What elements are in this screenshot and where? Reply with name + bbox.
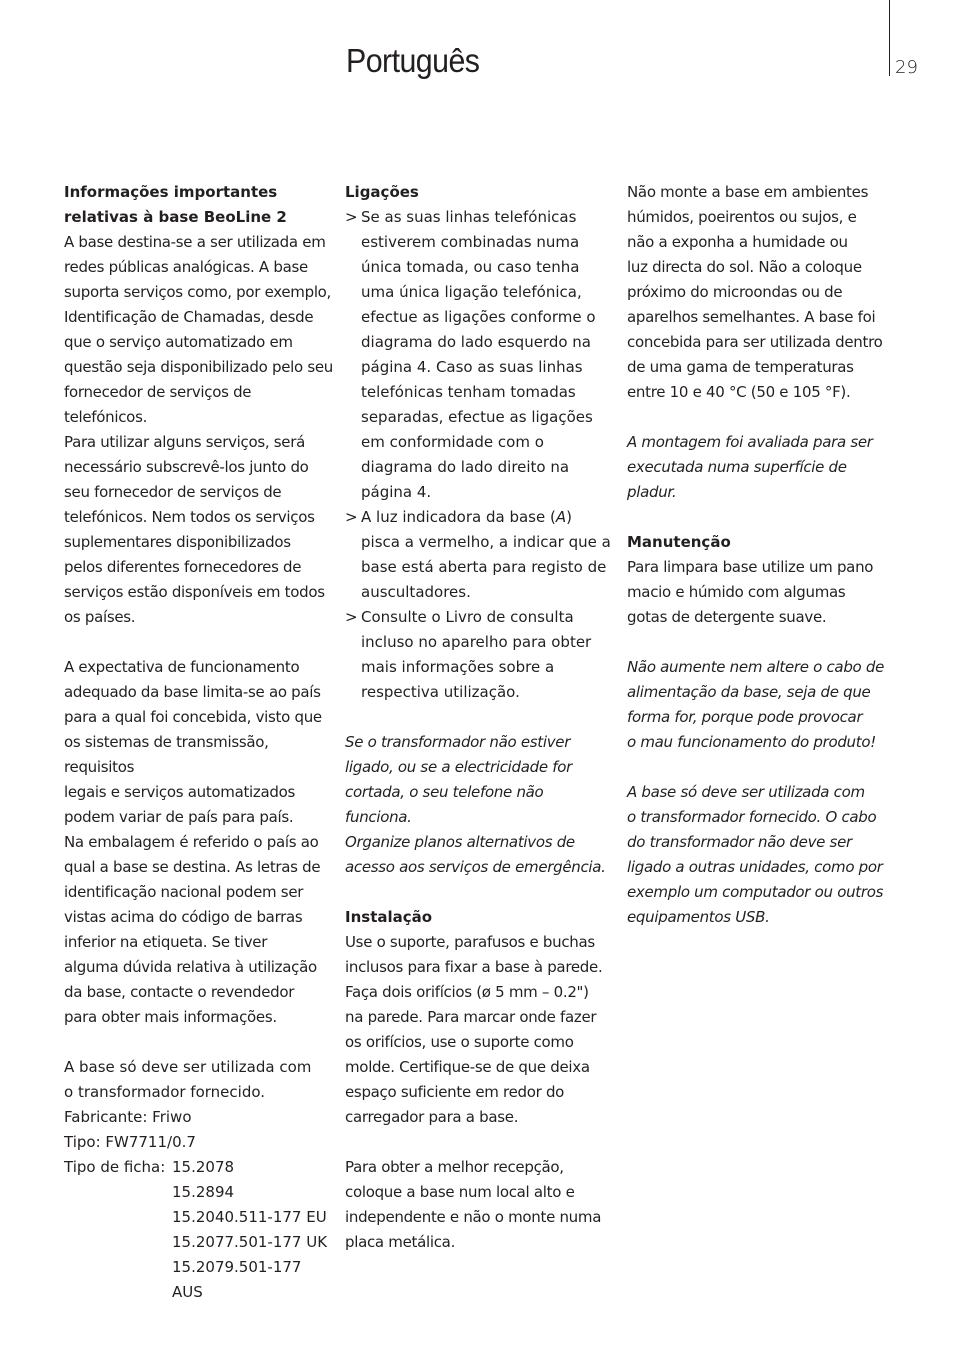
indicator-text-after: ) pisca a vermelho, a indicar que a base está aberta para registo de auscultadores. xyxy=(361,508,611,601)
note-transformer-usage: A base só deve ser utilizada com o transformador fornecido. O cabo do transformador não deve ser ligado a outras unidades, como por exemplo um computador ou outros equipamentos USB. xyxy=(627,783,884,926)
column-placement-maintenance xyxy=(627,180,907,955)
page-number: 29 xyxy=(895,57,918,78)
heading-maintenance: Manutenção xyxy=(627,533,731,551)
note-cable-warning: Não aumente nem altere o cabo de alimentação da base, seja de que forma for, porque pode provocar o mau funcionamento do produto! xyxy=(627,658,885,751)
list-item xyxy=(345,505,613,605)
column-connections xyxy=(345,180,613,1280)
plug-types-values: 15.2078 15.2894 15.2040.511-177 EU 15.2077.501-177 UK 15.2079.501-177 AUS xyxy=(172,1158,328,1301)
paragraph-installation: Use o suporte, parafusos e buchas inclusos para fixar a base à parede. Faça dois orifícios (ø 5 mm – 0.2") na parede. Para marcar onde fazer os orifícios, use o suporte como molde. Certifique-se de que deixa espaço suficiente em redor do carregador para a base. xyxy=(345,933,603,1126)
plug-types xyxy=(64,1155,336,1305)
heading-installation: Instalação xyxy=(345,908,433,926)
bullet-text-line-connections: Se as suas linhas telefónicas estiverem combinadas numa única tomada, ou caso tenha uma única ligação telefónica, efectue as ligações conforme o diagrama do lado esquerdo na página 4. Caso as suas linhas telefónicas tenham tomadas separadas, efectue as ligações em conformidade com o diagrama do lado direito na página 4. xyxy=(361,208,596,501)
heading-important-info: Informações importantes relativas à base BeoLine 2 xyxy=(64,183,287,226)
paragraph-country-use: A expectativa de funcionamento adequado da base limita-se ao país para a qual foi concebida, visto que os sistemas de transmissão, requisitos legais e serviços automatizados podem variar de país para país. Na embalagem é referido o país ao qual a base se destina. As letras de identificação nacional podem ser vistas acima do código de barras inferior na etiqueta. Se tiver alguma dúvida relativa à utilização da base, contacte o revendedor para obter mais informações. xyxy=(64,658,322,1026)
bullet-marker: > xyxy=(345,508,358,526)
note-mounting: A montagem foi avaliada para ser executada numa superfície de pladur. xyxy=(627,433,873,501)
paragraph-transformer: A base só deve ser utilizada com o transformador fornecido. Fabricante: Friwo Tipo: FW7711/0.7 xyxy=(64,1058,312,1151)
bullet-marker: > xyxy=(345,208,358,226)
paragraph-placement: Não monte a base em ambientes húmidos, poeirentos ou sujos, e não a exponha a humidade ou luz directa do sol. Não a coloque próximo do microondas ou de aparelhos semelhantes. A base foi concebida para ser utilizada dentro de uma gama de temperaturas entre 10 e 40 °C (50 e 105 °F). xyxy=(627,183,883,401)
plug-types-label: Tipo de ficha: xyxy=(64,1158,166,1176)
header-rule xyxy=(889,0,890,76)
list-item xyxy=(345,605,613,705)
paragraph-intended-use: A base destina-se a ser utilizada em redes públicas analógicas. A base suporta serviços como, por exemplo, Identificação de Chamadas, desde que o serviço automatizado em questão seja disponibilizado pelo seu fornecedor de serviços de telefónicos. Para utilizar alguns serviços, será necessário subscrevê-los junto do seu fornecedor de serviços de telefónicos. Nem todos os serviços suplementares disponibilizados pelos diferentes fornecedores de serviços estão disponíveis em todos os países. xyxy=(64,233,334,626)
note-power-failure: Se o transformador não estiver ligado, ou se a electricidade for cortada, o seu telefone não funciona. Organize planos alternativos de acesso aos serviços de emergência. xyxy=(345,733,606,876)
heading-connections: Ligações xyxy=(345,183,419,201)
paragraph-reception: Para obter a melhor recepção, coloque a base num local alto e independente e não o monte numa placa metálica. xyxy=(345,1158,602,1251)
indicator-text-before: A luz indicadora da base ( xyxy=(361,508,556,526)
indicator-reference: A xyxy=(555,508,567,526)
bullet-marker: > xyxy=(345,608,358,626)
bullet-text-guide: Consulte o Livro de consulta incluso no aparelho para obter mais informações sobre a respectiva utilização. xyxy=(361,608,592,701)
bullet-text-indicator-light xyxy=(361,505,611,605)
list-item xyxy=(345,205,613,505)
page-title: Português xyxy=(346,42,480,79)
column-important-info xyxy=(64,180,336,1305)
paragraph-cleaning: Para limpara base utilize um pano macio e húmido com algumas gotas de detergente suave. xyxy=(627,558,874,626)
